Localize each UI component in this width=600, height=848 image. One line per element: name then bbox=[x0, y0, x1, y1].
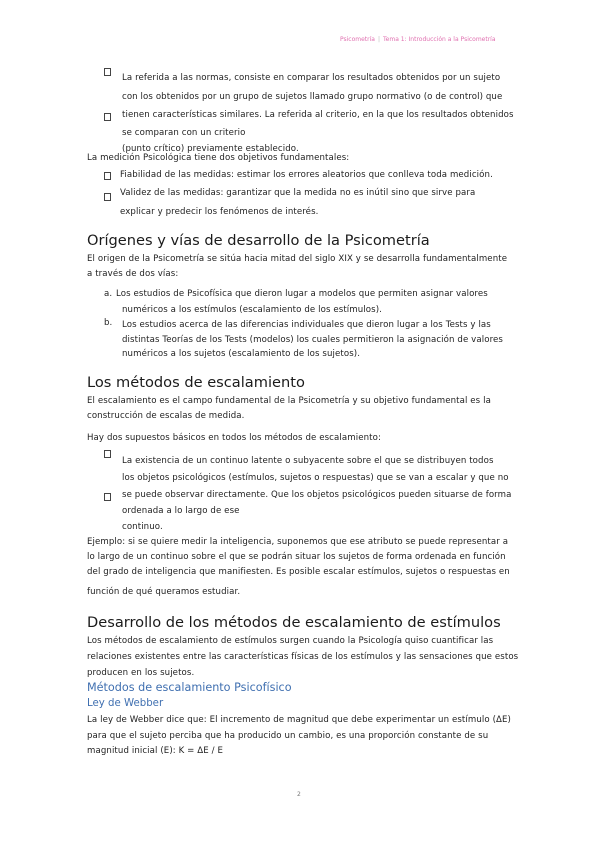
subsubsection-heading: Ley de Webber bbox=[87, 698, 164, 709]
body-line: con los obtenidos por un grupo de sujetos llamado grupo normativo (o de control) que bbox=[122, 92, 503, 102]
list-marker: b. bbox=[104, 318, 113, 328]
body-line: Los estudios acerca de las diferencias individuales que dieron lugar a los Tests y las bbox=[122, 320, 491, 330]
bullet-checkbox-icon bbox=[104, 172, 111, 180]
page-number: 2 bbox=[297, 791, 301, 798]
body-line: El origen de la Psicometría se sitúa hacia mitad del siglo XIX y se desarrolla fundamentalmente bbox=[87, 254, 508, 264]
body-line: para que el sujeto perciba que ha producido un cambio, es una proporción constante de su bbox=[87, 731, 489, 741]
body-line: explicar y predecir los fenómenos de interés. bbox=[120, 207, 319, 217]
bullet-checkbox-icon bbox=[104, 68, 111, 76]
body-line: a través de dos vías: bbox=[87, 269, 179, 279]
header-topic: Tema 1: Introducción a la Psicometría bbox=[383, 36, 496, 43]
section-heading: Desarrollo de los métodos de escalamiento de estímulos bbox=[87, 614, 501, 631]
header-separator: | bbox=[377, 36, 381, 43]
body-line: Ejemplo: si se quiere medir la inteligencia, suponemos que ese atributo se puede representar a bbox=[87, 537, 509, 547]
body-line: producen en los sujetos. bbox=[87, 668, 195, 678]
body-line: El escalamiento es el campo fundamental de la Psicometría y su objetivo fundamental es la bbox=[87, 396, 491, 406]
body-line: magnitud inicial (E): K = ΔE / E bbox=[87, 746, 224, 756]
body-line: numéricos a los estímulos (escalamiento de los estímulos). bbox=[122, 305, 382, 315]
body-line: Fiabilidad de las medidas: estimar los errores aleatorios que conlleva toda medición. bbox=[120, 170, 493, 180]
body-line: tienen características similares. La referida al criterio, en la que los resultados obtenidos bbox=[122, 110, 514, 120]
body-line: numéricos a los sujetos (escalamiento de los sujetos). bbox=[122, 349, 361, 359]
body-line: continuo. bbox=[122, 522, 163, 532]
subsection-heading: Métodos de escalamiento Psicofísico bbox=[87, 681, 292, 694]
body-line: relaciones existentes entre las características físicas de los estímulos y las sensaciones que estos bbox=[87, 652, 519, 662]
bullet-checkbox-icon bbox=[104, 113, 111, 121]
body-line: los objetos psicológicos (estímulos, sujetos o respuestas) que se van a escalar y que no bbox=[122, 473, 509, 483]
body-line: distintas Teorías de los Tests (modelos) los cuales permitieron la asignación de valores bbox=[122, 335, 503, 345]
header-subject: Psicometría bbox=[340, 36, 375, 43]
body-line: lo largo de un continuo sobre el que se podrán situar los sujetos de forma ordenada en función bbox=[87, 552, 506, 562]
measurement-intro: La medición Psicológica tiene dos objetivos fundamentales: bbox=[87, 153, 350, 163]
body-line: Validez de las medidas: garantizar que la medida no es inútil sino que sirve para bbox=[120, 188, 476, 198]
page-header bbox=[340, 36, 496, 43]
body-line: se puede observar directamente. Que los objetos psicológicos pueden situarse de forma bbox=[122, 490, 512, 500]
body-line: (punto crítico) previamente establecido. bbox=[122, 144, 299, 154]
body-line: La referida a las normas, consiste en comparar los resultados obtenidos por un sujeto bbox=[122, 73, 501, 83]
body-line: del grado de inteligencia que manifiesten. Es posible escalar estímulos, sujetos o respuestas en bbox=[87, 567, 510, 577]
body-line: ordenada a lo largo de ese bbox=[122, 506, 240, 516]
body-line: La ley de Webber dice que: El incremento de magnitud que debe experimentar un estímulo (ΔE) bbox=[87, 715, 511, 725]
body-line: se comparan con un criterio bbox=[122, 128, 246, 138]
body-line: La existencia de un continuo latente o subyacente sobre el que se distribuyen todos bbox=[122, 456, 494, 466]
body-line: Hay dos supuestos básicos en todos los métodos de escalamiento: bbox=[87, 433, 381, 443]
section-heading: Orígenes y vías de desarrollo de la Psicometría bbox=[87, 232, 430, 249]
list-marker: a. bbox=[104, 289, 113, 299]
section-heading: Los métodos de escalamiento bbox=[87, 374, 305, 391]
bullet-checkbox-icon bbox=[104, 450, 111, 458]
bullet-checkbox-icon bbox=[104, 193, 111, 201]
body-line: Los métodos de escalamiento de estímulos surgen cuando la Psicología quiso cuantificar las bbox=[87, 636, 494, 646]
body-line: función de qué queramos estudiar. bbox=[87, 587, 241, 597]
body-line: construcción de escalas de medida. bbox=[87, 411, 245, 421]
bullet-checkbox-icon bbox=[104, 493, 111, 501]
body-line: Los estudios de Psicofísica que dieron lugar a modelos que permiten asignar valores bbox=[116, 289, 488, 299]
